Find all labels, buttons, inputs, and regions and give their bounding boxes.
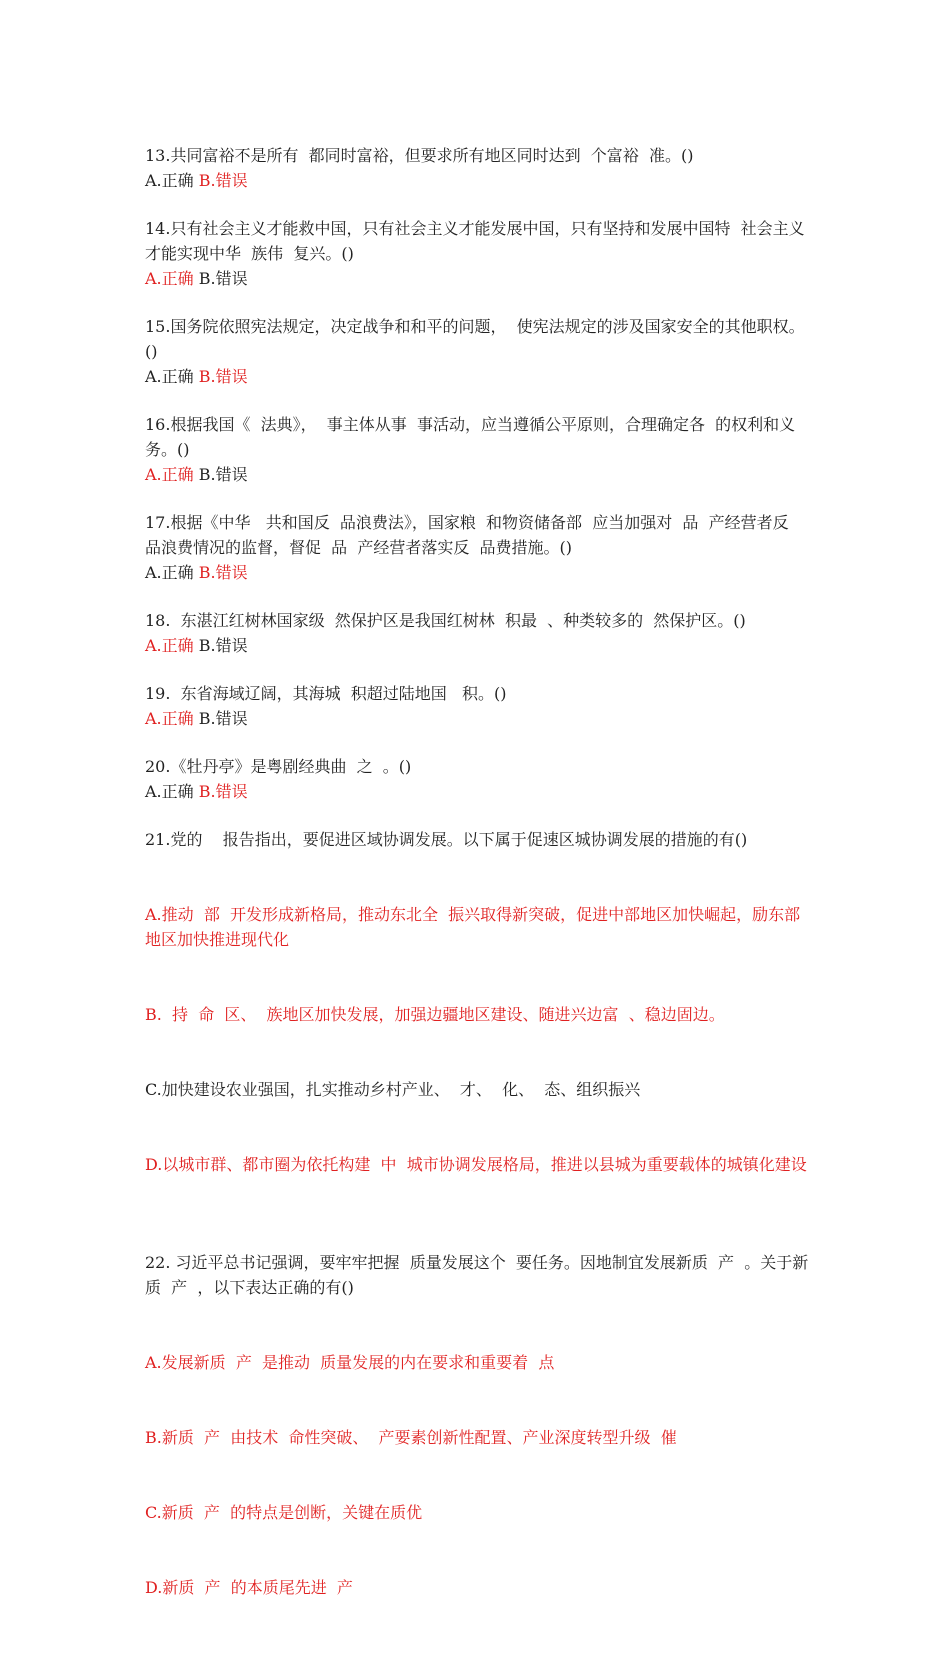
question-stem: 20.《牡丹亭》是粤剧经典曲 之 。()	[145, 757, 412, 776]
option-a: A.正确	[145, 709, 194, 728]
option-c: C.新质 产 的特点是创断，关键在质优	[145, 1503, 423, 1522]
question-13	[145, 143, 810, 193]
answer-options	[145, 462, 810, 487]
question-20	[145, 754, 810, 804]
answer-options	[145, 1300, 810, 1650]
question-stem: 18. 东湛江红树林国家级 然保护区是我国红树林 积最 、种类较多的 然保护区。()	[145, 611, 746, 630]
option-b: B.错误	[198, 709, 248, 728]
option-b: B.新质 产 由技术 命性突破、 产要素创新性配置、产业深度转型升级 催	[145, 1428, 677, 1447]
question-stem: 17.根据《中华 共和国反 品浪费法》，国家粮 和物资储备部 应当加强对 品 产经营者反 品浪费情况的监督，督促 品 产经营者落实反 品费措施。()	[145, 513, 799, 557]
answer-options	[145, 852, 810, 1227]
question-stem: 15.国务院依照宪法规定，决定战争和和平的问题， 使宪法规定的涉及国家安全的其他职权。()	[145, 317, 805, 361]
option-a: A.正确	[145, 269, 194, 288]
question-stem: 14.只有社会主义才能救中国，只有社会主义才能发展中国，只有坚持和发展中国特 社会主义才能实现中华 族伟 复兴。()	[145, 219, 805, 263]
question-18	[145, 608, 810, 658]
question-stem: 19. 东省海域辽阔，其海城 积超过陆地国 积。()	[145, 684, 507, 703]
answer-options	[145, 633, 810, 658]
option-a: A.正确	[145, 171, 194, 190]
option-a: A.正确	[145, 782, 194, 801]
document-body	[145, 143, 810, 1673]
option-b: B.错误	[198, 636, 248, 655]
question-22	[145, 1250, 810, 1650]
answer-options	[145, 560, 810, 585]
question-stem: 16.根据我国《 法典》， 事主体从事 事活动，应当遵循公平原则，合理确定各 的权利和义务。()	[145, 415, 796, 459]
answer-options	[145, 779, 810, 804]
option-b: B. 持 命 区、 族地区加快发展，加强边疆地区建设、随进兴边富 、稳边固边。	[145, 1005, 725, 1024]
answer-options	[145, 168, 810, 193]
option-a: A.发展新质 产 是推动 质量发展的内在要求和重要着 点	[145, 1353, 555, 1372]
option-b: B.错误	[198, 465, 248, 484]
option-a: A.推动 部 开发形成新格局，推动东北全 振兴取得新突破，促进中部地区加快崛起，励东部地区加快推进现代化	[145, 905, 801, 949]
answer-options	[145, 266, 810, 291]
option-b: B.错误	[198, 171, 248, 190]
question-21	[145, 827, 810, 1227]
question-17	[145, 510, 810, 585]
option-a: A.正确	[145, 367, 194, 386]
option-a: A.正确	[145, 636, 194, 655]
option-d: D.新质 产 的本质尾先进 产	[145, 1578, 353, 1597]
option-b: B.错误	[198, 563, 248, 582]
option-a: A.正确	[145, 563, 194, 582]
question-16	[145, 412, 810, 487]
answer-options	[145, 364, 810, 389]
option-b: B.错误	[198, 367, 248, 386]
question-stem: 22. 习近平总书记强调，要牢牢把握 质量发展这个 要任务。因地制宜发展新质 产 。关于新质 产 ，以下表达正确的有()	[145, 1253, 809, 1297]
option-c: C.加快建设农业强国，扎实推动乡村产业、 才、 化、 态、组织振兴	[145, 1080, 641, 1099]
question-14	[145, 216, 810, 291]
option-a: A.正确	[145, 465, 194, 484]
option-d: D.以城市群、都市圈为依托构建 中 城市协调发展格局，推进以县城为重要载体的城镇化建设	[145, 1155, 807, 1174]
question-19	[145, 681, 810, 731]
option-b: B.错误	[198, 269, 248, 288]
answer-options	[145, 706, 810, 731]
question-15	[145, 314, 810, 389]
option-b: B.错误	[198, 782, 248, 801]
question-stem: 21.党的 报告指出，要促进区域协调发展。以下属于促速区城协调发展的措施的有()	[145, 830, 748, 849]
question-stem: 13.共同富裕不是所有 都同时富裕，但要求所有地区同时达到 个富裕 准。()	[145, 146, 694, 165]
